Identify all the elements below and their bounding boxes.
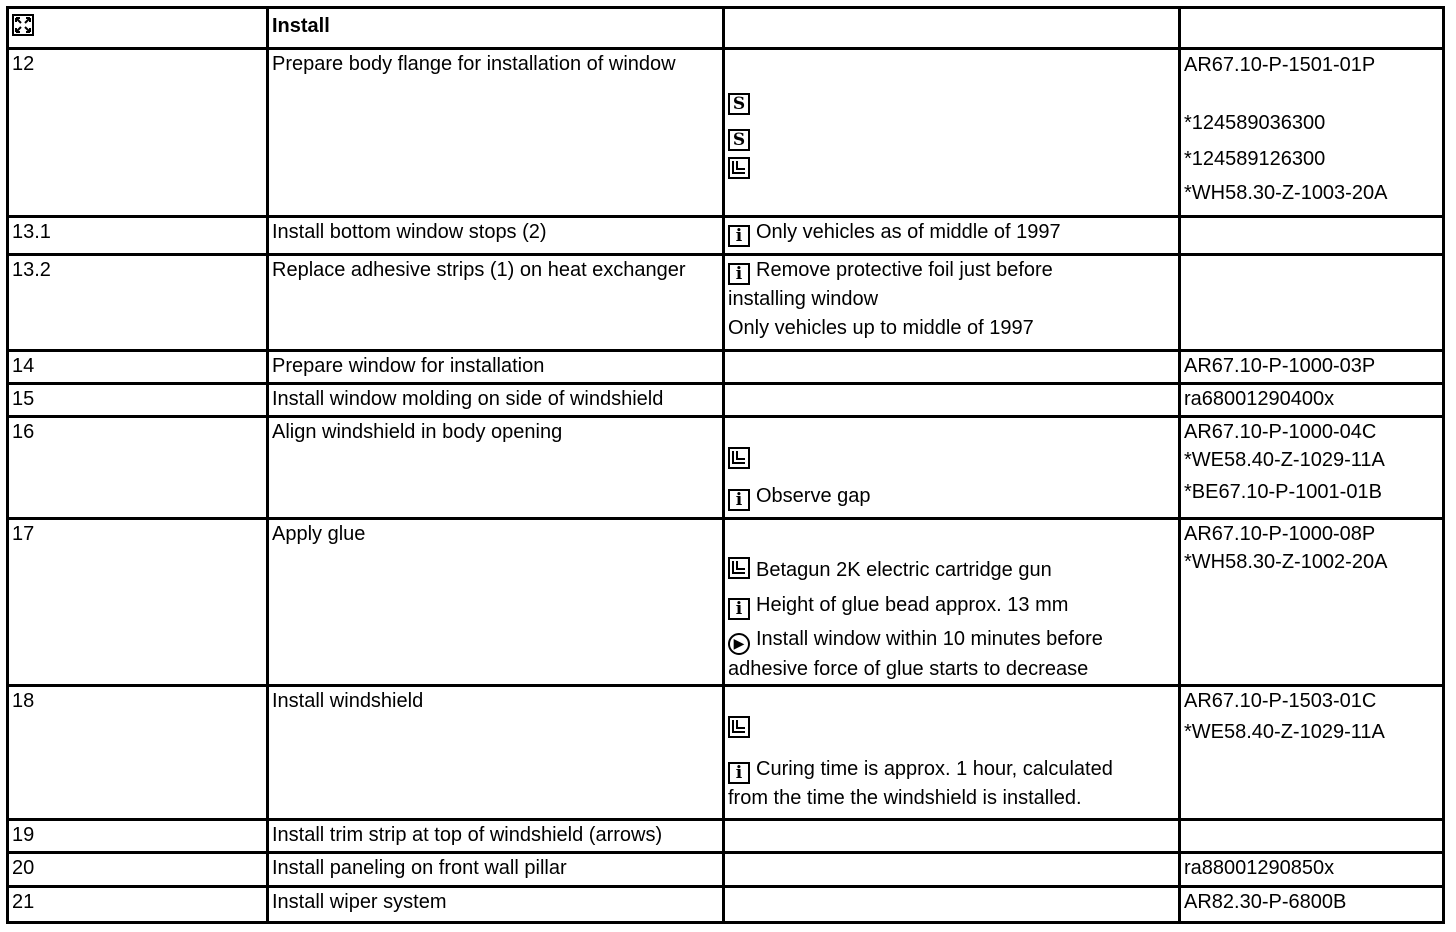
step-action: Install wiper system xyxy=(268,887,724,923)
step-number: 18 xyxy=(8,686,268,820)
step-number: 19 xyxy=(8,820,268,853)
step-action: Align windshield in body opening xyxy=(268,417,724,519)
table-row xyxy=(8,217,1444,255)
info-icon: i xyxy=(728,225,750,247)
table-row xyxy=(8,351,1444,384)
table-row xyxy=(8,519,1444,686)
workshop-equipment-icon xyxy=(728,557,750,579)
step-number: 15 xyxy=(8,384,268,417)
expand-arrows-icon xyxy=(12,14,34,36)
info-icon: i xyxy=(728,762,750,784)
table-row xyxy=(8,49,1444,217)
note-text: installing window xyxy=(728,288,879,310)
reference-link[interactable]: *WE58.40-Z-1029-11A xyxy=(1184,449,1385,471)
step-action: Install trim strip at top of windshield (arrows) xyxy=(268,820,724,853)
step-action: Apply glue xyxy=(268,519,724,686)
step-action: Prepare body flange for installation of window xyxy=(268,49,724,217)
note-text: Height of glue bead approx. 13 mm xyxy=(756,594,1069,616)
table-row xyxy=(8,384,1444,417)
table-row xyxy=(8,255,1444,351)
reference-link[interactable]: *WH58.30-Z-1003-20A xyxy=(1184,182,1388,204)
header-title: Install xyxy=(272,15,330,37)
step-notes xyxy=(724,686,1180,820)
workshop-equipment-icon xyxy=(728,716,750,738)
step-number: 14 xyxy=(8,351,268,384)
table-row xyxy=(8,686,1444,820)
step-references xyxy=(1180,686,1444,820)
table-row xyxy=(8,853,1444,887)
info-icon: i xyxy=(728,263,750,285)
step-action: Install paneling on front wall pillar xyxy=(268,853,724,887)
step-references xyxy=(1180,519,1444,686)
reference-link[interactable]: AR67.10-P-1503-01C xyxy=(1184,690,1377,712)
step-number: 16 xyxy=(8,417,268,519)
info-icon: i xyxy=(728,598,750,620)
step-notes xyxy=(724,519,1180,686)
time-warning-icon: ▶ xyxy=(728,633,750,655)
reference-link[interactable]: ra68001290400x xyxy=(1180,384,1444,417)
reference-link[interactable]: *WE58.40-Z-1029-11A xyxy=(1184,721,1385,743)
reference-link[interactable]: ra88001290850x xyxy=(1180,853,1444,887)
reference-link[interactable]: *WH58.30-Z-1002-20A xyxy=(1184,551,1388,573)
reference-link[interactable]: AR67.10-P-1000-08P xyxy=(1184,523,1376,545)
info-icon: i xyxy=(728,489,750,511)
table-header-row xyxy=(8,8,1444,49)
workshop-equipment-icon xyxy=(728,157,750,179)
step-number: 21 xyxy=(8,887,268,923)
note-text: from the time the windshield is installed. xyxy=(728,787,1082,809)
reference-link[interactable]: AR82.30-P-6800B xyxy=(1180,887,1444,923)
step-number: 20 xyxy=(8,853,268,887)
step-number: 13.1 xyxy=(8,217,268,255)
step-notes xyxy=(724,217,1180,255)
step-number: 17 xyxy=(8,519,268,686)
reference-link[interactable]: *BE67.10-P-1001-01B xyxy=(1184,481,1382,503)
note-text: Betagun 2K electric cartridge gun xyxy=(756,559,1052,581)
procedure-table xyxy=(6,6,1445,924)
note-text: Only vehicles up to middle of 1997 xyxy=(728,317,1034,339)
step-action: Install windshield xyxy=(268,686,724,820)
reference-link[interactable]: AR67.10-P-1000-04C xyxy=(1184,421,1377,443)
note-text: adhesive force of glue starts to decrease xyxy=(728,658,1089,680)
step-number: 12 xyxy=(8,49,268,217)
note-text: Remove protective foil just before xyxy=(756,259,1053,281)
step-notes xyxy=(724,255,1180,351)
step-notes xyxy=(724,417,1180,519)
step-action: Replace adhesive strips (1) on heat exchanger xyxy=(268,255,724,351)
special-tool-icon: S xyxy=(728,129,750,151)
step-action: Install bottom window stops (2) xyxy=(268,217,724,255)
step-references xyxy=(1180,417,1444,519)
note-text: Observe gap xyxy=(756,485,871,507)
table-row xyxy=(8,820,1444,853)
special-tool-icon: S xyxy=(728,93,750,115)
step-references xyxy=(1180,49,1444,217)
note-text: Curing time is approx. 1 hour, calculated xyxy=(756,758,1113,780)
reference-link[interactable]: *124589036300 xyxy=(1184,112,1326,134)
reference-link[interactable]: AR67.10-P-1000-03P xyxy=(1180,351,1444,384)
step-notes xyxy=(724,49,1180,217)
step-action: Prepare window for installation xyxy=(268,351,724,384)
table-row xyxy=(8,417,1444,519)
step-action: Install window molding on side of windshield xyxy=(268,384,724,417)
reference-link[interactable]: *124589126300 xyxy=(1184,148,1326,170)
note-text: Only vehicles as of middle of 1997 xyxy=(756,221,1061,243)
workshop-equipment-icon xyxy=(728,447,750,469)
header-icon-cell xyxy=(8,8,268,49)
header-title-cell xyxy=(268,8,724,49)
step-number: 13.2 xyxy=(8,255,268,351)
reference-link[interactable]: AR67.10-P-1501-01P xyxy=(1184,54,1376,76)
note-text: Install window within 10 minutes before xyxy=(756,628,1103,650)
table-row xyxy=(8,887,1444,923)
